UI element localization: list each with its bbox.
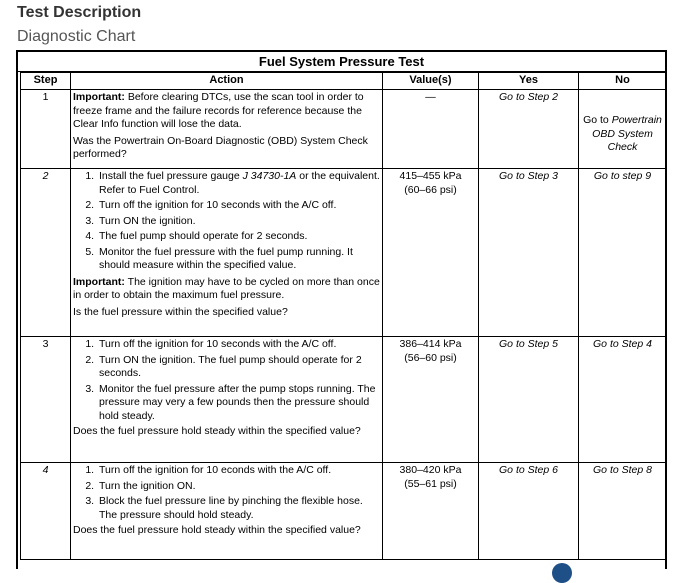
action-steps bbox=[73, 170, 380, 273]
step-number: 2 bbox=[21, 169, 71, 337]
yes-link[interactable]: Go to Step 3 bbox=[479, 169, 579, 337]
action-cell bbox=[71, 463, 383, 560]
value-cell: 380–420 kPa (55–61 psi) bbox=[383, 463, 479, 560]
question: Was the Powertrain On-Board Diagnostic (OBD) System Check performed? bbox=[73, 134, 368, 160]
list-item: 3. Block the fuel pressure line by pinching the flexible hose. The pressure should hold steady. bbox=[97, 495, 380, 522]
diagnostic-table bbox=[20, 72, 667, 560]
action-cell bbox=[71, 169, 383, 337]
value-cell: — bbox=[383, 90, 479, 169]
list-item: 5. Monitor the fuel pressure with the fuel pump running. It should measure within the specified value. bbox=[97, 246, 380, 273]
question: Is the fuel pressure within the specified value? bbox=[73, 305, 288, 318]
no-link[interactable]: Go to Powertrain OBD System Check bbox=[579, 90, 667, 169]
table-row-step-1 bbox=[21, 90, 667, 169]
header-no: No bbox=[579, 73, 667, 90]
list-item: 3. Turn ON the ignition. bbox=[97, 215, 380, 229]
important-note: Important: The ignition may have to be cycled on more than once in order to obtain the maximum fuel pressure. bbox=[73, 275, 380, 301]
list-item: 4. The fuel pump should operate for 2 seconds. bbox=[97, 230, 380, 244]
question: Does the fuel pressure hold steady within the specified value? bbox=[73, 524, 361, 536]
yes-link[interactable]: Go to Step 5 bbox=[479, 337, 579, 463]
yes-link[interactable]: Go to Step 6 bbox=[479, 463, 579, 560]
important-note: Important: Before clearing DTCs, use the scan tool in order to freeze frame and the failure records for reference because the Clear Info function will lose the data. bbox=[73, 91, 364, 130]
action-cell bbox=[71, 90, 383, 169]
action-steps bbox=[73, 464, 380, 522]
table-row-step-4 bbox=[21, 463, 667, 560]
header-step: Step bbox=[21, 73, 71, 90]
list-item: 2. Turn ON the ignition. The fuel pump should operate for 2 seconds. bbox=[97, 354, 380, 381]
step-number: 3 bbox=[21, 337, 71, 463]
list-item: 2. Turn the ignition ON. bbox=[97, 480, 380, 494]
header-action: Action bbox=[71, 73, 383, 90]
list-item: 1. Turn off the ignition for 10 seconds with the A/C off. bbox=[97, 338, 380, 352]
header-yes: Yes bbox=[479, 73, 579, 90]
diagnostic-chart bbox=[16, 50, 667, 569]
page-title: Test Description bbox=[17, 4, 142, 21]
list-item: 3. Monitor the fuel pressure after the pump stops running. The pressure may very a few pounds then the pressure should hold steady. bbox=[97, 383, 380, 424]
action-cell bbox=[71, 337, 383, 463]
step-number: 4 bbox=[21, 463, 71, 560]
value-cell: 415–455 kPa (60–66 psi) bbox=[383, 169, 479, 337]
action-steps bbox=[73, 338, 380, 423]
value-cell: 386–414 kPa (56–60 psi) bbox=[383, 337, 479, 463]
no-link[interactable]: Go to Step 4 bbox=[579, 337, 667, 463]
table-row-step-3 bbox=[21, 337, 667, 463]
step-number: 1 bbox=[21, 90, 71, 169]
scroll-indicator[interactable] bbox=[552, 563, 572, 583]
page-subtitle: Diagnostic Chart bbox=[17, 28, 136, 45]
yes-link[interactable]: Go to Step 2 bbox=[479, 90, 579, 169]
chart-title: Fuel System Pressure Test bbox=[18, 52, 665, 72]
table-header-row bbox=[21, 73, 667, 90]
list-item: 1. Install the fuel pressure gauge J 34730-1A or the equivalent. Refer to Fuel Control. bbox=[97, 170, 380, 197]
list-item: 2. Turn off the ignition for 10 seconds with the A/C off. bbox=[97, 199, 380, 213]
no-link[interactable]: Go to step 9 bbox=[579, 169, 667, 337]
header-values: Value(s) bbox=[383, 73, 479, 90]
list-item: 1. Turn off the ignition for 10 econds with the A/C off. bbox=[97, 464, 380, 478]
question: Does the fuel pressure hold steady within the specified value? bbox=[73, 425, 361, 437]
no-link[interactable]: Go to Step 8 bbox=[579, 463, 667, 560]
table-row-step-2 bbox=[21, 169, 667, 337]
